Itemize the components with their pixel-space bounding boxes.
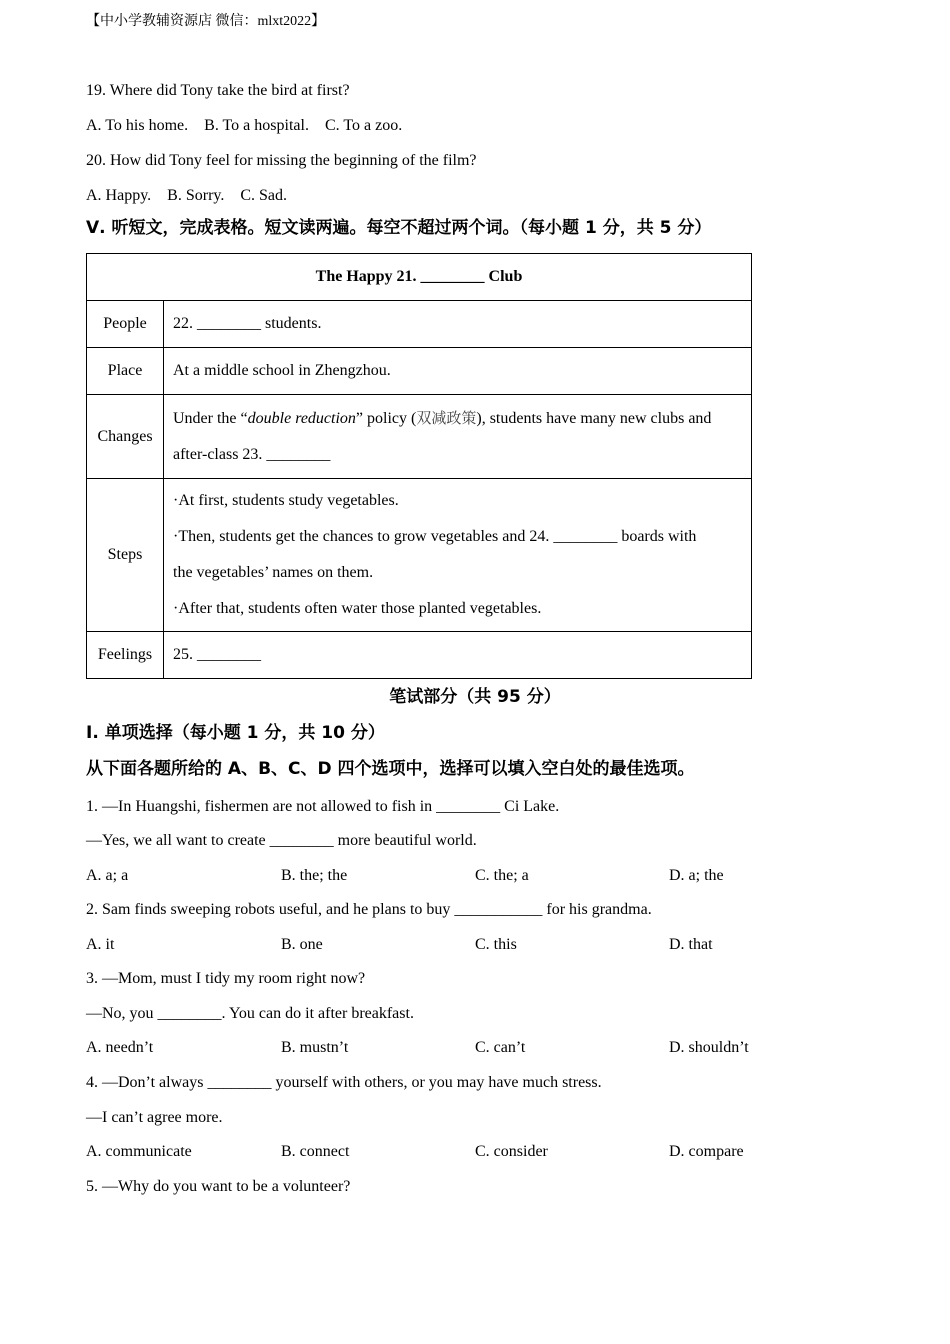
changes-line-2: after-class 23. ________ bbox=[173, 446, 331, 463]
q2-option-a: A. it bbox=[86, 936, 115, 953]
section-5-heading: Ⅴ. 听短文，完成表格。短文读两遍。每空不超过两个词。（每小题 1 分，共 5 分） bbox=[86, 218, 712, 238]
q4-option-c: C. consider bbox=[475, 1143, 548, 1160]
q1-option-b: B. the; the bbox=[281, 867, 348, 884]
policy-name: double reduction bbox=[247, 410, 356, 427]
question-3-reply: —No, you ________. You can do it after breakfast. bbox=[86, 1005, 414, 1022]
question-3: 3. —Mom, must I tidy my room right now? bbox=[86, 970, 366, 987]
steps-label: Steps bbox=[87, 479, 164, 632]
question-4: 4. —Don’t always ________ yourself with others, or you may have much stress. bbox=[86, 1074, 602, 1091]
question-1-reply: —Yes, we all want to create ________ more beautiful world. bbox=[86, 832, 477, 849]
changes-label: Changes bbox=[87, 395, 164, 479]
people-value: 22. ________ students. bbox=[164, 301, 752, 348]
page-header: 【中小学教辅资源店 微信：mlxt2022】 bbox=[86, 14, 326, 29]
changes-value bbox=[164, 395, 752, 479]
place-label: Place bbox=[87, 348, 164, 395]
question-5: 5. —Why do you want to be a volunteer? bbox=[86, 1178, 351, 1195]
question-4-reply: —I can’t agree more. bbox=[86, 1109, 223, 1126]
steps-value bbox=[164, 479, 752, 632]
people-label: People bbox=[87, 301, 164, 348]
q4-option-b: B. connect bbox=[281, 1143, 350, 1160]
q4-option-a: A. communicate bbox=[86, 1143, 192, 1160]
policy-chinese: 双减政策 bbox=[416, 409, 477, 427]
q1-option-d: D. a; the bbox=[669, 867, 724, 884]
step-2: ·Then, students get the chances to grow vegetables and 24. ________ boards with bbox=[173, 528, 697, 545]
q4-option-d: D. compare bbox=[669, 1143, 744, 1160]
table-title: The Happy 21. ________ Club bbox=[87, 254, 752, 301]
feelings-label: Feelings bbox=[87, 632, 164, 679]
question-19: 19. Where did Tony take the bird at first? bbox=[86, 82, 350, 99]
q3-option-b: B. mustn’t bbox=[281, 1039, 349, 1056]
step-3: ·After that, students often water those planted vegetables. bbox=[173, 600, 542, 617]
feelings-value: 25. ________ bbox=[164, 632, 752, 679]
place-value: At a middle school in Zhengzhou. bbox=[164, 348, 752, 395]
q2-option-b: B. one bbox=[281, 936, 323, 953]
written-part-title: 笔试部分（共 95 分） bbox=[389, 687, 561, 707]
question-1: 1. —In Huangshi, fishermen are not allowed to fish in ________ Ci Lake. bbox=[86, 798, 560, 815]
q3-option-d: D. shouldn’t bbox=[669, 1039, 749, 1056]
question-2: 2. Sam finds sweeping robots useful, and he plans to buy ___________ for his grandma. bbox=[86, 901, 652, 918]
q1-option-a: A. a; a bbox=[86, 867, 129, 884]
section-1-heading: Ⅰ. 单项选择（每小题 1 分，共 10 分） bbox=[86, 723, 385, 743]
section-1-instruction: 从下面各题所给的 A、B、C、D 四个选项中，选择可以填入空白处的最佳选项。 bbox=[86, 759, 695, 779]
q1-option-c: C. the; a bbox=[475, 867, 529, 884]
club-table bbox=[86, 253, 752, 679]
step-1: ·At first, students study vegetables. bbox=[173, 492, 399, 509]
question-20-options: A. Happy. B. Sorry. C. Sad. bbox=[86, 187, 288, 204]
q2-option-c: C. this bbox=[475, 936, 517, 953]
q2-option-d: D. that bbox=[669, 936, 713, 953]
changes-line-1: Under the “double reduction” policy (双减政策), students have many new clubs and bbox=[173, 409, 712, 427]
question-19-options: A. To his home. B. To a hospital. C. To a zoo. bbox=[86, 117, 403, 134]
step-2-continued: the vegetables’ names on them. bbox=[173, 564, 374, 581]
question-20: 20. How did Tony feel for missing the beginning of the film? bbox=[86, 152, 477, 169]
q3-option-a: A. needn’t bbox=[86, 1039, 154, 1056]
q3-option-c: C. can’t bbox=[475, 1039, 526, 1056]
